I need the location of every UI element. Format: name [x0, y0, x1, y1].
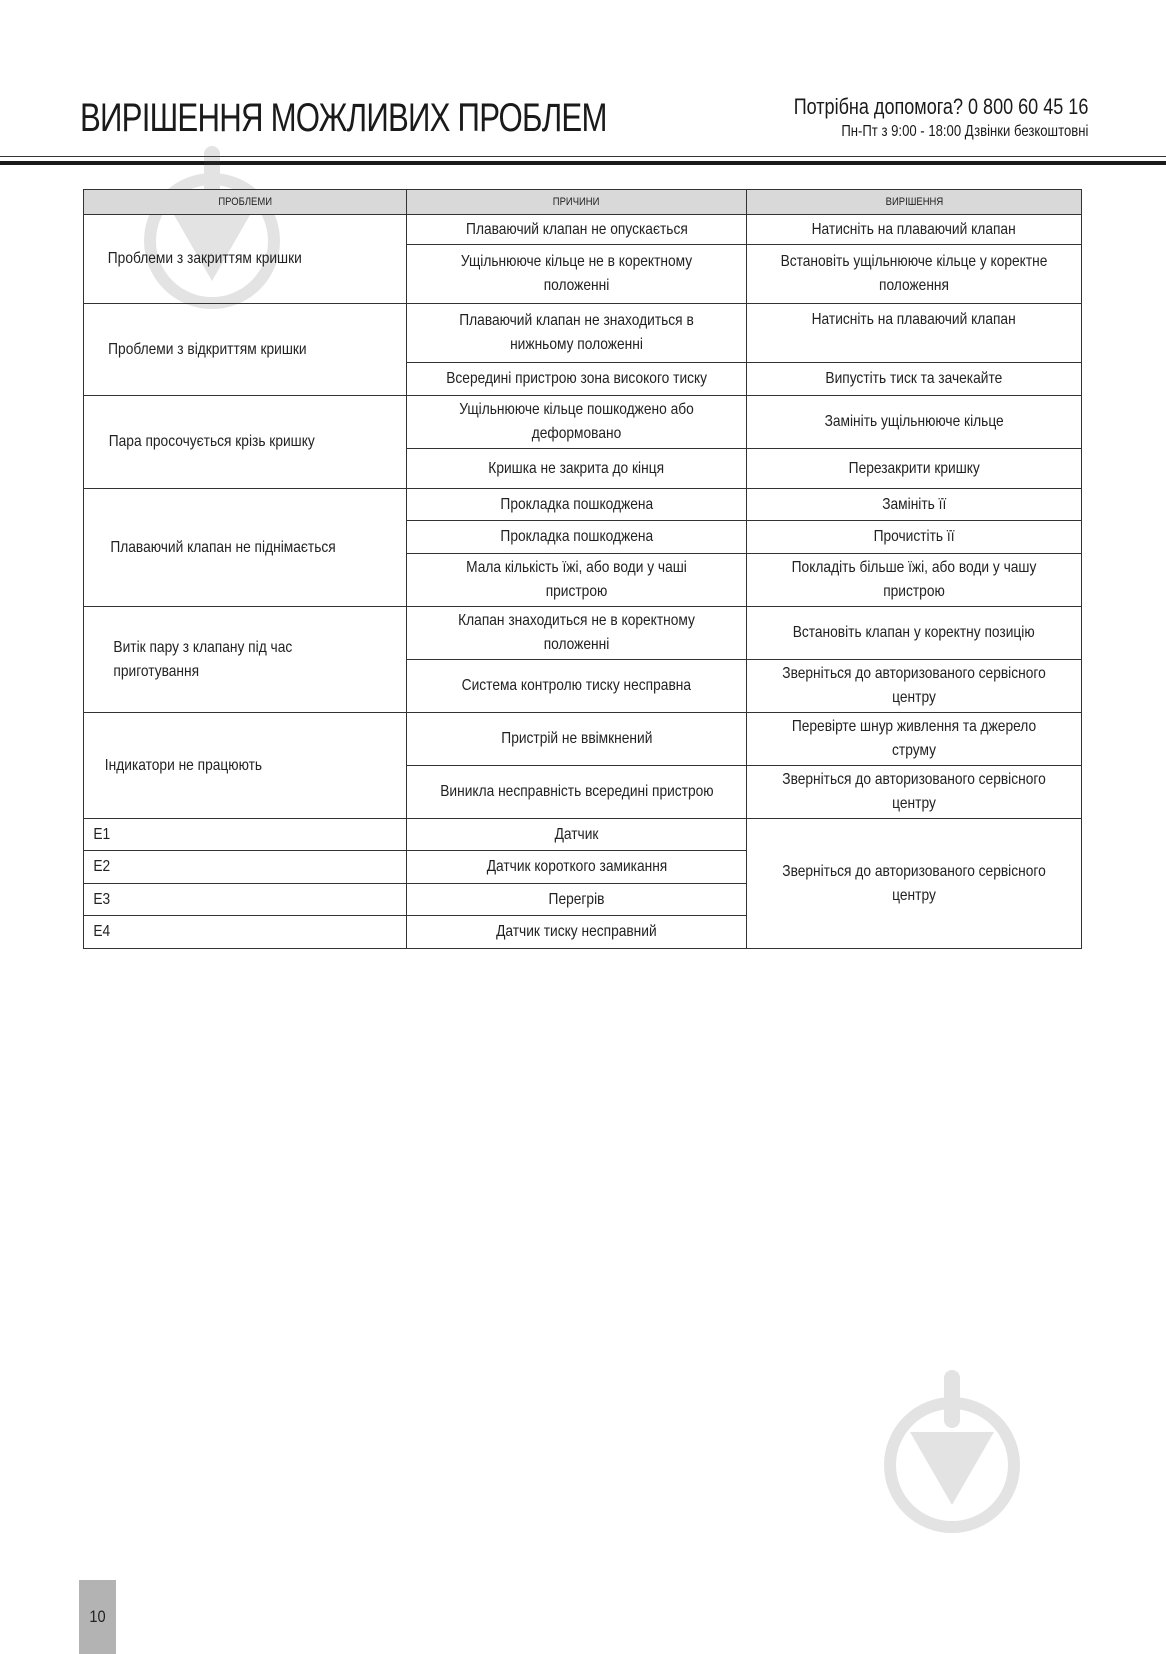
table-row: [84, 607, 1082, 660]
cause-cell: Плаваючий клапан не опускається: [407, 215, 747, 245]
cause-cell: Датчик короткого замикання: [407, 851, 747, 884]
header-problems: ПРОБЛЕМИ: [84, 190, 407, 215]
cause-cell: Всередині пристрою зона високого тиску: [407, 363, 747, 396]
table-row: [84, 304, 1082, 363]
cause-cell: Ущільнююче кільце не в коректному положенні: [407, 245, 747, 304]
table-row: [84, 489, 1082, 521]
troubleshooting-table: [83, 189, 1082, 949]
cause-cell: Система контролю тиску несправна: [407, 660, 747, 713]
cause-cell: Клапан знаходиться не в коректному положенні: [407, 607, 747, 660]
cause-cell: Мала кількість їжі, або води у чаші пристрою: [407, 554, 747, 607]
cause-cell: Датчик: [407, 819, 747, 851]
problem-cell: Проблеми з закриттям кришки: [84, 215, 407, 304]
header-causes: ПРИЧИНИ: [407, 190, 747, 215]
solution-cell: Зверніться до авторизованого сервісного центру: [747, 766, 1082, 819]
cause-cell: Прокладка пошкоджена: [407, 489, 747, 521]
cause-cell: Прокладка пошкоджена: [407, 521, 747, 554]
problem-cell: Індикатори не працюють: [84, 713, 407, 819]
table-row: [84, 396, 1082, 449]
problem-cell: Проблеми з відкриттям кришки: [84, 304, 407, 396]
solution-cell: Зверніться до авторизованого сервісного центру: [747, 660, 1082, 713]
cause-cell: Пристрій не ввімкнений: [407, 713, 747, 766]
header-solutions: ВИРІШЕННЯ: [747, 190, 1082, 215]
cause-cell: Плаваючий клапан не знаходиться в нижньому положенні: [407, 304, 747, 363]
error-code-cell: E2: [84, 851, 407, 884]
solution-cell: Прочистіть її: [747, 521, 1082, 554]
solution-cell: Замініть ущільнююче кільце: [747, 396, 1082, 449]
cause-cell: Виникла несправність всередині пристрою: [407, 766, 747, 819]
solution-cell: Випустіть тиск та зачекайте: [747, 363, 1082, 396]
error-code-cell: E1: [84, 819, 407, 851]
table-row: [84, 713, 1082, 766]
problem-cell: Витік пару з клапану під час приготування: [84, 607, 407, 713]
error-code-cell: E4: [84, 916, 407, 949]
cause-cell: Перегрів: [407, 884, 747, 916]
solution-cell: Замініть її: [747, 489, 1082, 521]
download-arrow-icon: [880, 1370, 1025, 1540]
table-header-row: [84, 190, 1082, 215]
help-hours: Пн-Пт з 9:00 - 18:00 Дзвінки безкоштовні: [840, 123, 1088, 140]
solution-cell: Встановіть ущільнююче кільце у коректне положення: [747, 245, 1082, 304]
table-row: [84, 819, 1082, 851]
cause-cell: Кришка не закрита до кінця: [407, 449, 747, 489]
solution-cell: Натисніть на плаваючий клапан: [747, 215, 1082, 245]
page-number: 10: [79, 1580, 116, 1654]
problem-cell: Плаваючий клапан не піднімається: [84, 489, 407, 607]
solution-cell: Покладіть більше їжі, або води у чашу пристрою: [747, 554, 1082, 607]
page-title: ВИРІШЕННЯ МОЖЛИВИХ ПРОБЛЕМ: [80, 96, 607, 140]
table-row: [84, 215, 1082, 245]
help-phone: Потрібна допомога? 0 800 60 45 16: [793, 94, 1088, 119]
cause-cell: Ущільнююче кільце пошкоджено або деформовано: [407, 396, 747, 449]
error-code-cell: E3: [84, 884, 407, 916]
solution-cell: Перезакрити кришку: [747, 449, 1082, 489]
solution-cell: Зверніться до авторизованого сервісного центру: [747, 819, 1082, 949]
solution-cell: Натисніть на плаваючий клапан: [747, 304, 1082, 363]
solution-cell: Перевірте шнур живлення та джерело струму: [747, 713, 1082, 766]
solution-cell: Встановіть клапан у коректну позицію: [747, 607, 1082, 660]
help-contact: [793, 94, 1088, 141]
cause-cell: Датчик тиску несправний: [407, 916, 747, 949]
problem-cell: Пара просочується крізь кришку: [84, 396, 407, 489]
